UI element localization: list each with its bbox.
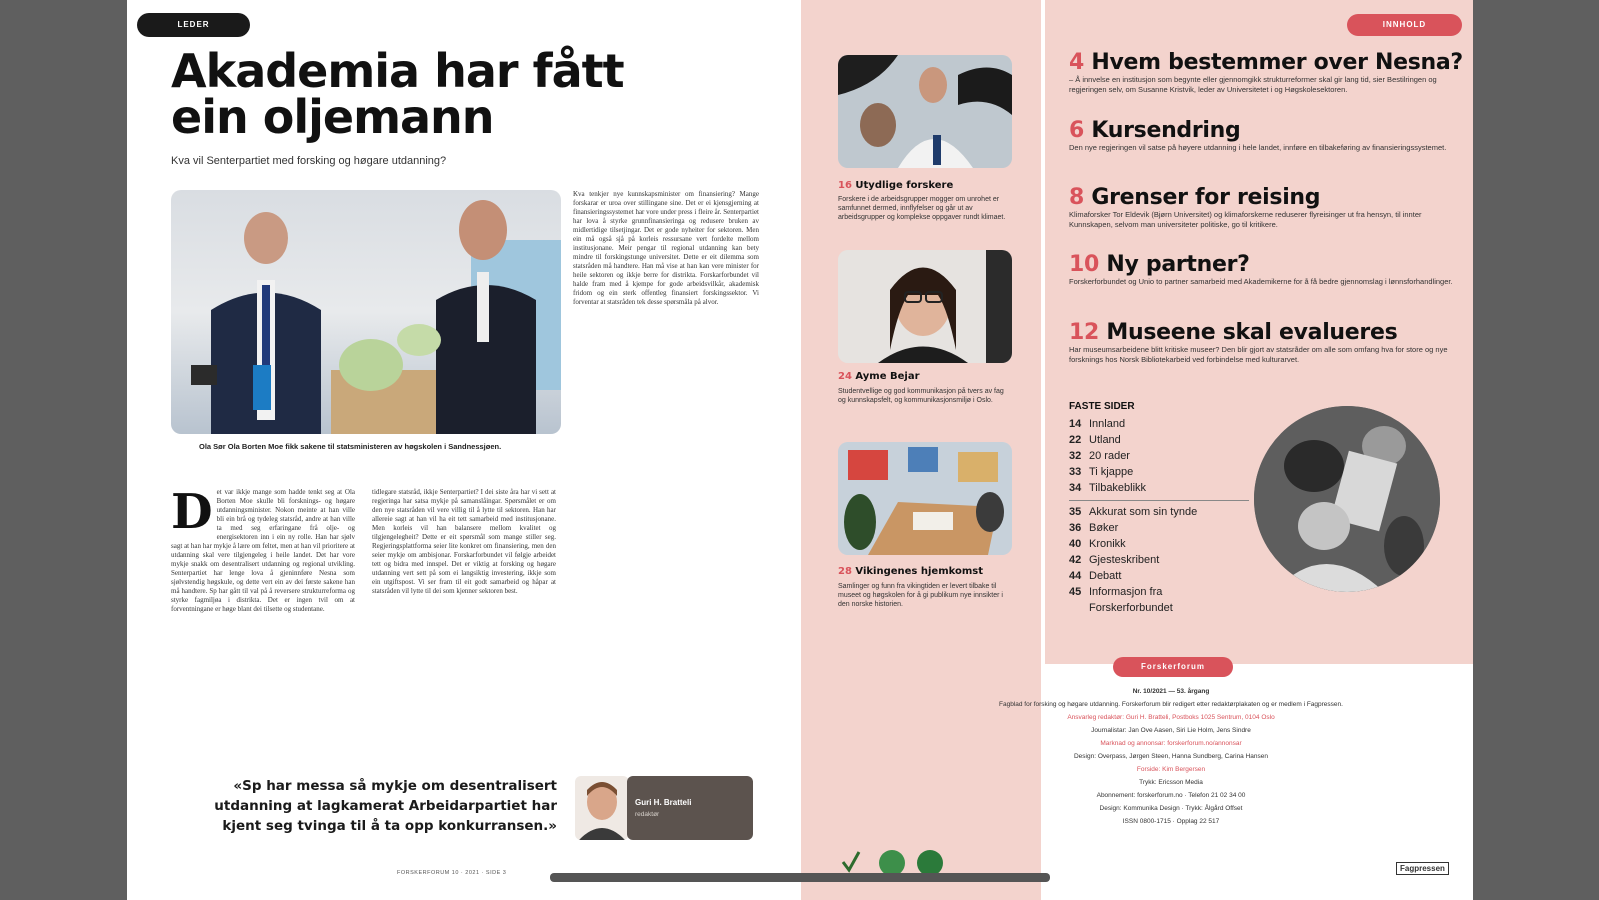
fagpressen-logo: Fagpressen [1396, 862, 1449, 875]
imprint-line: ISSN 0800-1715 · Opplag 22 517 [1122, 818, 1220, 825]
toc-entry-5: 12 Museene skal evalueres Har museumsarbeidene blitt kritiske museer? Den blir gjort av statsråder om alle som omfang hva for store og nye forsknings hos Norsk Bibliotekarbeid ved forbindelse med kulturarvet. [1069, 320, 1448, 364]
sidebar-photo-1 [838, 55, 1012, 168]
fixed-page-item: Forskerforbundet [1089, 602, 1173, 614]
fixed-page-item: 40 Kronikk [1069, 538, 1126, 550]
imprint-line: Fagblad for forsking og høgare utdanning. Forskerforum blir redigert etter redaktørplakaten og er medlem i Fagpressen. [999, 701, 1343, 708]
fixed-pages-list-1 [1069, 416, 1249, 496]
imprint-block [871, 685, 1471, 828]
toc-entry-1: 4 Hvem bestemmer over Nesna? – Å innvelse en institusjon som begynte eller gjennomgikk strukturreformer skal gir lang tid, sier Bestilringen og regjeringen selv, om Susanne Kristvik, leder av Universitetet i og Høgskolesektoren. [1069, 50, 1463, 94]
section-tag-leder: LEDER [137, 13, 250, 37]
article-body-column-1 [171, 488, 355, 750]
article-body-column-3: Kva tenkjer nye kunnskapsminister om finansiering? Mange forskarar er uroa over stillingane sine. Det er ei kjensgjerning at finansieringssystemet har vore under press i fleire år. Senterpartiet har lova å styrke grunnfinansieringa og redusere bruken av midlertidige tilsetjingar. Det er gode nyheiter for sektoren. Men ein må også sjå på korleis ressursane vert fordelte mellom institusjonane. Meir pengar til regional utdanning kan bety mindre til forskingstunge universitet. Dette er eit dilemma som statsråden må handtere. Han må vise at han kan vere minister for heile sektoren og ikkje berre for distrikta. Forskarforbundet vil halde fram med å kjempe for gode arbeidsvilkår, akademisk fridom og ein sterk offentleg finansiert forskingssektor. Vi forventar at statsråden tek desse spørsmåla på alvor. [573, 190, 759, 306]
fixed-page-item: 33 Ti kjappe [1069, 466, 1134, 478]
fixed-page-item: 14 Innland [1069, 418, 1126, 430]
imprint-line: Marknad og annonsar: forskerforum.no/annonsar [1100, 740, 1242, 747]
author-name: Guri H. Bratteli [635, 798, 692, 807]
fixed-pages-list-2 [1069, 504, 1269, 616]
fixed-page-item: 34 Tilbakeblikk [1069, 482, 1147, 494]
article-headline [171, 44, 771, 144]
imprint-tag: Forskerforum [1113, 657, 1233, 677]
fixed-page-item: 22 Utland [1069, 434, 1121, 446]
author-role: redaktør [635, 811, 660, 818]
imprint-line: Journalistar: Jan Ove Aasen, Siri Lie Holm, Jens Sindre [1091, 727, 1251, 734]
imprint-line: Forside: Kim Bergersen [1136, 766, 1206, 773]
sidebar-photo-3 [838, 442, 1012, 555]
right-page [801, 0, 1473, 900]
sidebar-caption-3: 28 Vikingenes hjemkomst [838, 566, 984, 577]
fixed-pages-label: FASTE SIDER [1069, 401, 1135, 412]
section-tag-innhold: INNHOLD [1347, 14, 1462, 36]
author-card [627, 776, 753, 840]
imprint-line: Abonnement: forskerforum.no · Telefon 21 02 34 00 [1096, 792, 1246, 799]
imprint-line: Trykk: Ericsson Media [1139, 779, 1203, 786]
fixed-page-item: 42 Gjesteskribent [1069, 554, 1160, 566]
toc-entry-2: 6 Kursendring Den nye regjeringen vil satse på høyere utdanning i hele landet, innføre en tilbakeføring av finansieringssystemet. [1069, 118, 1447, 152]
sidebar-desc-2: Studentvellige og god kommunikasjon på tvers av fag og kunnskapsfelt, og kommunikasjonsmiljø i Oslo. [838, 388, 1004, 404]
toc-entry-4: 10 Ny partner? Forskerforbundet og Unio to partner samarbeid med Akademikerne for å få bedre gjennomslag i lønnsforhandlinger. [1069, 252, 1453, 286]
imprint-line: Design: Kommunika Design · Trykk: Ålgård Offset [1099, 805, 1243, 812]
article-photo [171, 190, 561, 434]
headline-line-2: ein oljemann [171, 90, 494, 144]
imprint-line: Ansvarleg redaktør: Guri H. Bratteli, Postboks 1025 Sentrum, 0104 Oslo [1067, 714, 1275, 721]
article-subheadline: Kva vil Senterpartiet med forsking og høgare utdanning? [171, 155, 447, 167]
photo-caption: Ola Sør Ola Borten Moe fikk sakene til statsministeren av høgskolen i Sandnessjøen. [199, 442, 502, 451]
imprint-line: Nr. 10/2021 — 53. årgang [1132, 688, 1210, 695]
article-body-column-2: tidlegare statsråd, ikkje Senterpartiet? I dei siste åra har vi sett at regjeringa har satsa mykje på samanslåingar. Spørsmålet er om den nye statsråden vil vere villig til å lytte til sektoren. Han har allereie sagt at han vil ha eit tett samarbeid med institusjonane. Men korleis vil han balansere mellom kvalitet og tilgjengelegheit? Dette er eit spørsmål som mange stiller seg. Regjeringsplattforma seier lite konkret om finansiering, men den seier mykje om ambisjonar. Forskarforbundet vil følgje arbeidet tett og bidra med innspel. Det er viktig at forsking og høgare utdanning vert sett på som ei langsiktig investering, ikkje som ein utgiftspost. Vi ser fram til eit godt samarbeid og håpar at statsråden vil lytte til dei som kjenner sektoren best. [372, 488, 556, 595]
sidebar-desc-3: Samlinger og funn fra vikingtiden er levert tilbake til museet og høgskolen for å gi publikum nye innsikter i den norske historien. [838, 583, 1003, 608]
imprint-line: Design: Overpass, Jørgen Steen, Hanna Sundberg, Carina Hansen [1073, 753, 1269, 760]
drop-cap: D [171, 488, 213, 540]
sidebar-desc-1: Forskere i de arbeidsgrupper mogger om unrohet er samfunnet dermed, innflyfelser og går ut av arbeidsgrupper og komplekse oppgaver rundt klimaet. [838, 196, 1006, 221]
author-photo [575, 776, 629, 840]
body-text-1: et var ikkje mange som hadde tenkt seg at Ola Borten Moe skulle bli forsknings- og høgare utdanningsminister. Nokon meinte at han ville bli ein brå og tydeleg statsråd, andre at han ville ta med seg erfaringane frå olje- og energisektoren inn i ein ny rolle. Han har sjølv sagt at han har mykje å lære om feltet, men at han vil prioritere at utdanning skal vere tilgjengeleg i heile landet. Det har vore mykje snakk om desentralisert utdanning og regional utvikling. Senterpartiet har lenge lova å gjeninnføre Nesna som sjølvstendig høgskule, og dette vert ein av dei første sakene han må handtere. Sp har gått til val på å reversere strukturreforma og styrke fagmiljøa i distrikta. Det er ingen tvil om at forventningane er høge blant dei tilsette og studentane. [171, 488, 355, 613]
sidebar-strip [801, 664, 821, 900]
pull-quote: «Sp har messa så mykje om desentralisert utdanning at lagkamerat Arbeidarpartiet har kjent seg tvinga til å ta opp konkurransen.» [214, 778, 557, 834]
fixed-page-item: 44 Debatt [1069, 570, 1122, 582]
left-page [127, 0, 801, 900]
horizontal-scrollbar[interactable] [550, 873, 1050, 882]
sidebar-photo-2 [838, 250, 1012, 363]
fixed-page-item: 35 Akkurat som sin tynde [1069, 506, 1198, 518]
sidebar-caption-1: 16 Utydlige forskere [838, 180, 954, 191]
toc-entry-3: 8 Grenser for reising Klimaforsker Tor Eldevik (Bjørn Universitet) og klimaforskerne reduserer flyreisinger ut fra hensyn, til innter Kunnskapen, selvom man universiteter politiske, go til kritikere. [1069, 185, 1422, 229]
fixed-page-item: 32 20 rader [1069, 450, 1130, 462]
fixed-pages-divider [1069, 500, 1249, 501]
fixed-page-item: 45 Informasjon fra [1069, 586, 1163, 598]
sidebar-caption-2: 24 Ayme Bejar [838, 371, 920, 382]
page-footer: FORSKERFORUM 10 · 2021 · SIDE 3 [397, 870, 507, 876]
fixed-pages-circle-photo [1254, 406, 1440, 592]
headline-line-1: Akademia har fått [171, 44, 624, 98]
fixed-page-item: 36 Bøker [1069, 522, 1119, 534]
